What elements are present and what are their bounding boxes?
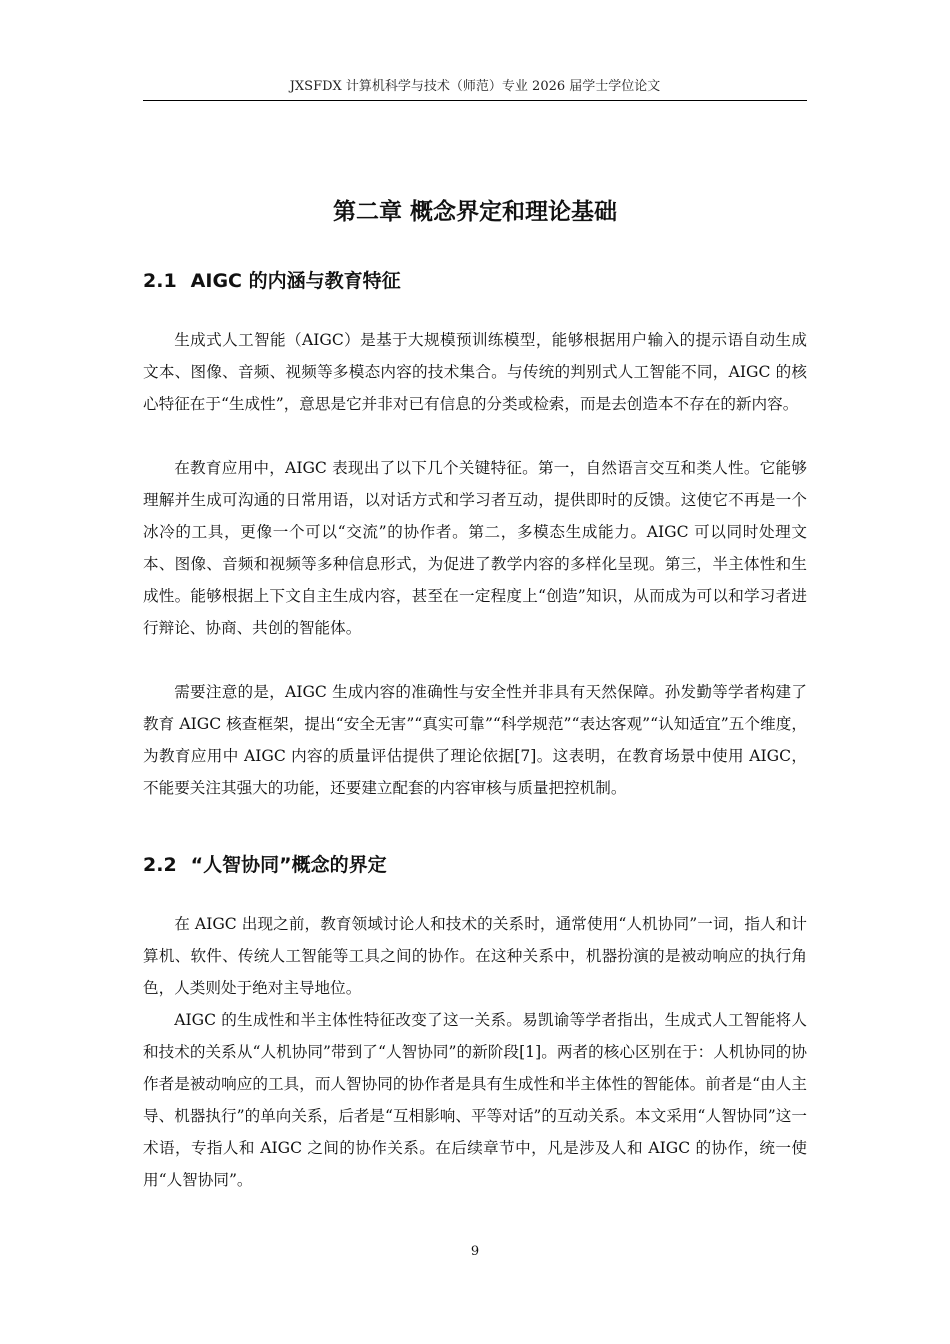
paragraph: 生成式人工智能（AIGC）是基于大规模预训练模型，能够根据用户输入的提示语自动生成文本、图像、音频、视频等多模态内容的技术集合。与传统的判别式人工智能不同，AIGC 的核心特征在于“生成性”，意思是它并非对已有信息的分类或检索，而是去创造本不存在的新内容。 xyxy=(143,331,807,413)
page-number: 9 xyxy=(470,1244,480,1259)
section-title: AIGC 的内涵与教育特征 xyxy=(190,270,401,292)
paragraph: 在 AIGC 出现之前，教育领域讨论人和技术的关系时，通常使用“人机协同”一词，指人和计算机、软件、传统人工智能等工具之间的协作。在这种关系中，机器扮演的是被动响应的执行角色，人类则处于绝对主导地位。 xyxy=(143,915,807,997)
section-title: “人智协同”概念的界定 xyxy=(190,854,387,876)
running-header: JXSFDX 计算机科学与技术（师范）专业 2026 届学士学位论文 xyxy=(289,79,661,94)
section-number: 2.2 xyxy=(143,854,177,876)
header-rule xyxy=(143,100,807,101)
paragraph: 需要注意的是，AIGC 生成内容的准确性与安全性并非具有天然保障。孙发勤等学者构建了教育 AIGC 核查框架，提出“安全无害”“真实可靠”“科学规范”“表达客观”“认知适宜”五个维度，为教育应用中 AIGC 内容的质量评估提供了理论依据[7]。这表明，在教育场景中使用 AIGC，不能要关注其强大的功能，还要建立配套的内容审核与质量把控机制。 xyxy=(143,683,807,797)
chapter-title: 第二章 概念界定和理论基础 xyxy=(332,199,617,225)
paragraph: 在教育应用中，AIGC 表现出了以下几个关键特征。第一，自然语言交互和类人性。它能够理解并生成可沟通的日常用语，以对话方式和学习者互动，提供即时的反馈。这使它不再是一个冰冷的工具，更像一个可以“交流”的协作者。第二，多模态生成能力。AIGC 可以同时处理文本、图像、音频和视频等多种信息形式，为促进了教学内容的多样化呈现。第三，半主体性和生成性。能够根据上下文自主生成内容，甚至在一定程度上“创造”知识，从而成为可以和学习者进行辩论、协商、共创的智能体。 xyxy=(143,459,807,637)
paragraph: AIGC 的生成性和半主体性特征改变了这一关系。易凯谕等学者指出，生成式人工智能将人和技术的关系从“人机协同”带到了“人智协同”的新阶段[1]。两者的核心区别在于：人机协同的协作者是被动响应的工具，而人智协同的协作者是具有生成性和半主体性的智能体。前者是“由人主导、机器执行”的单向关系，后者是“互相影响、平等对话”的互动关系。本文采用“人智协同”这一术语，专指人和 AIGC 之间的协作关系。在后续章节中，凡是涉及人和 AIGC 的协作，统一使用“人智协同”。 xyxy=(143,1011,807,1189)
section-heading-2-2 xyxy=(143,852,807,878)
section-heading-2-1 xyxy=(143,268,807,294)
section-number: 2.1 xyxy=(143,270,177,292)
